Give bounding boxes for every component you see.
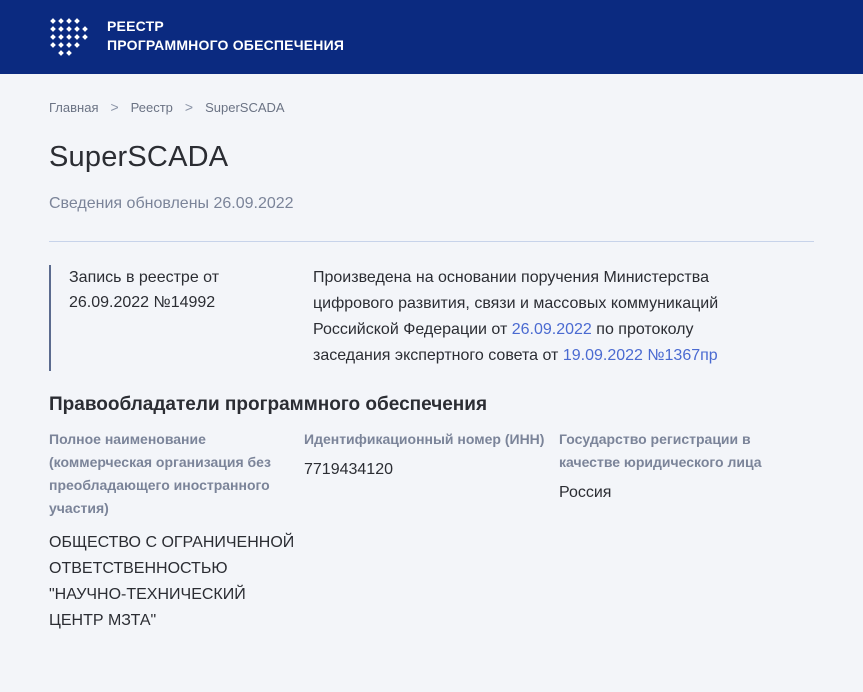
logo-line-1: РЕЕСТР bbox=[107, 18, 164, 34]
record-basis-text-1: Произведена на основании поручения Министерства цифрового развития, связи и массовых коммуникаций Российской Федерации от bbox=[313, 269, 719, 338]
logo-line-2: ПРОГРАММНОГО ОБЕСПЕЧЕНИЯ bbox=[107, 37, 345, 53]
updated-date: Сведения обновлены 26.09.2022 bbox=[49, 195, 294, 212]
chevron-right-icon: > bbox=[184, 99, 194, 115]
record-number bbox=[49, 265, 313, 371]
dots-grid-logo-icon[interactable] bbox=[49, 17, 89, 57]
divider bbox=[49, 241, 814, 242]
page-title: SuperSCADA bbox=[49, 141, 229, 173]
owner-country-label: Государство регистрации в качестве юридического лица bbox=[559, 431, 762, 470]
chevron-right-icon: > bbox=[110, 99, 119, 115]
owner-inn-column bbox=[304, 428, 559, 634]
breadcrumb bbox=[49, 99, 814, 115]
protocol-link[interactable]: 19.09.2022 №1367пр bbox=[562, 347, 718, 364]
breadcrumb-home[interactable]: Главная bbox=[49, 99, 99, 115]
owner-inn-value: 7719434120 bbox=[304, 461, 393, 478]
record-label: Запись в реестре от bbox=[69, 269, 220, 286]
owner-name-value: ОБЩЕСТВО С ОГРАНИЧЕННОЙ ОТВЕТСТВЕННОСТЬЮ "НАУЧНО-ТЕХНИЧЕСКИЙ ЦЕНТР МЗТА" bbox=[49, 534, 295, 629]
registry-record bbox=[49, 265, 814, 371]
record-basis bbox=[313, 265, 773, 371]
owner-inn-label: Идентификационный номер (ИНН) bbox=[304, 431, 545, 447]
site-logo-text[interactable] bbox=[107, 17, 344, 55]
owner-name-label: Полное наименование (коммерческая организация без преобладающего иностранного участия) bbox=[49, 431, 271, 516]
main-content bbox=[0, 99, 863, 634]
breadcrumb-registry[interactable]: Реестр bbox=[130, 99, 173, 115]
order-date-link[interactable]: 26.09.2022 bbox=[511, 321, 592, 338]
owner-name-column bbox=[49, 428, 304, 634]
site-header bbox=[0, 0, 863, 74]
owners-grid bbox=[49, 428, 814, 634]
record-date-number: 26.09.2022 №14992 bbox=[69, 294, 216, 311]
record-basis-text-2: по протоколу заседания экспертного совета от bbox=[313, 321, 694, 364]
breadcrumb-current: SuperSCADA bbox=[205, 99, 285, 115]
owner-country-column bbox=[559, 428, 814, 634]
owner-country-value: Россия bbox=[559, 484, 612, 501]
owners-section-title: Правообладатели программного обеспечения bbox=[49, 394, 488, 415]
